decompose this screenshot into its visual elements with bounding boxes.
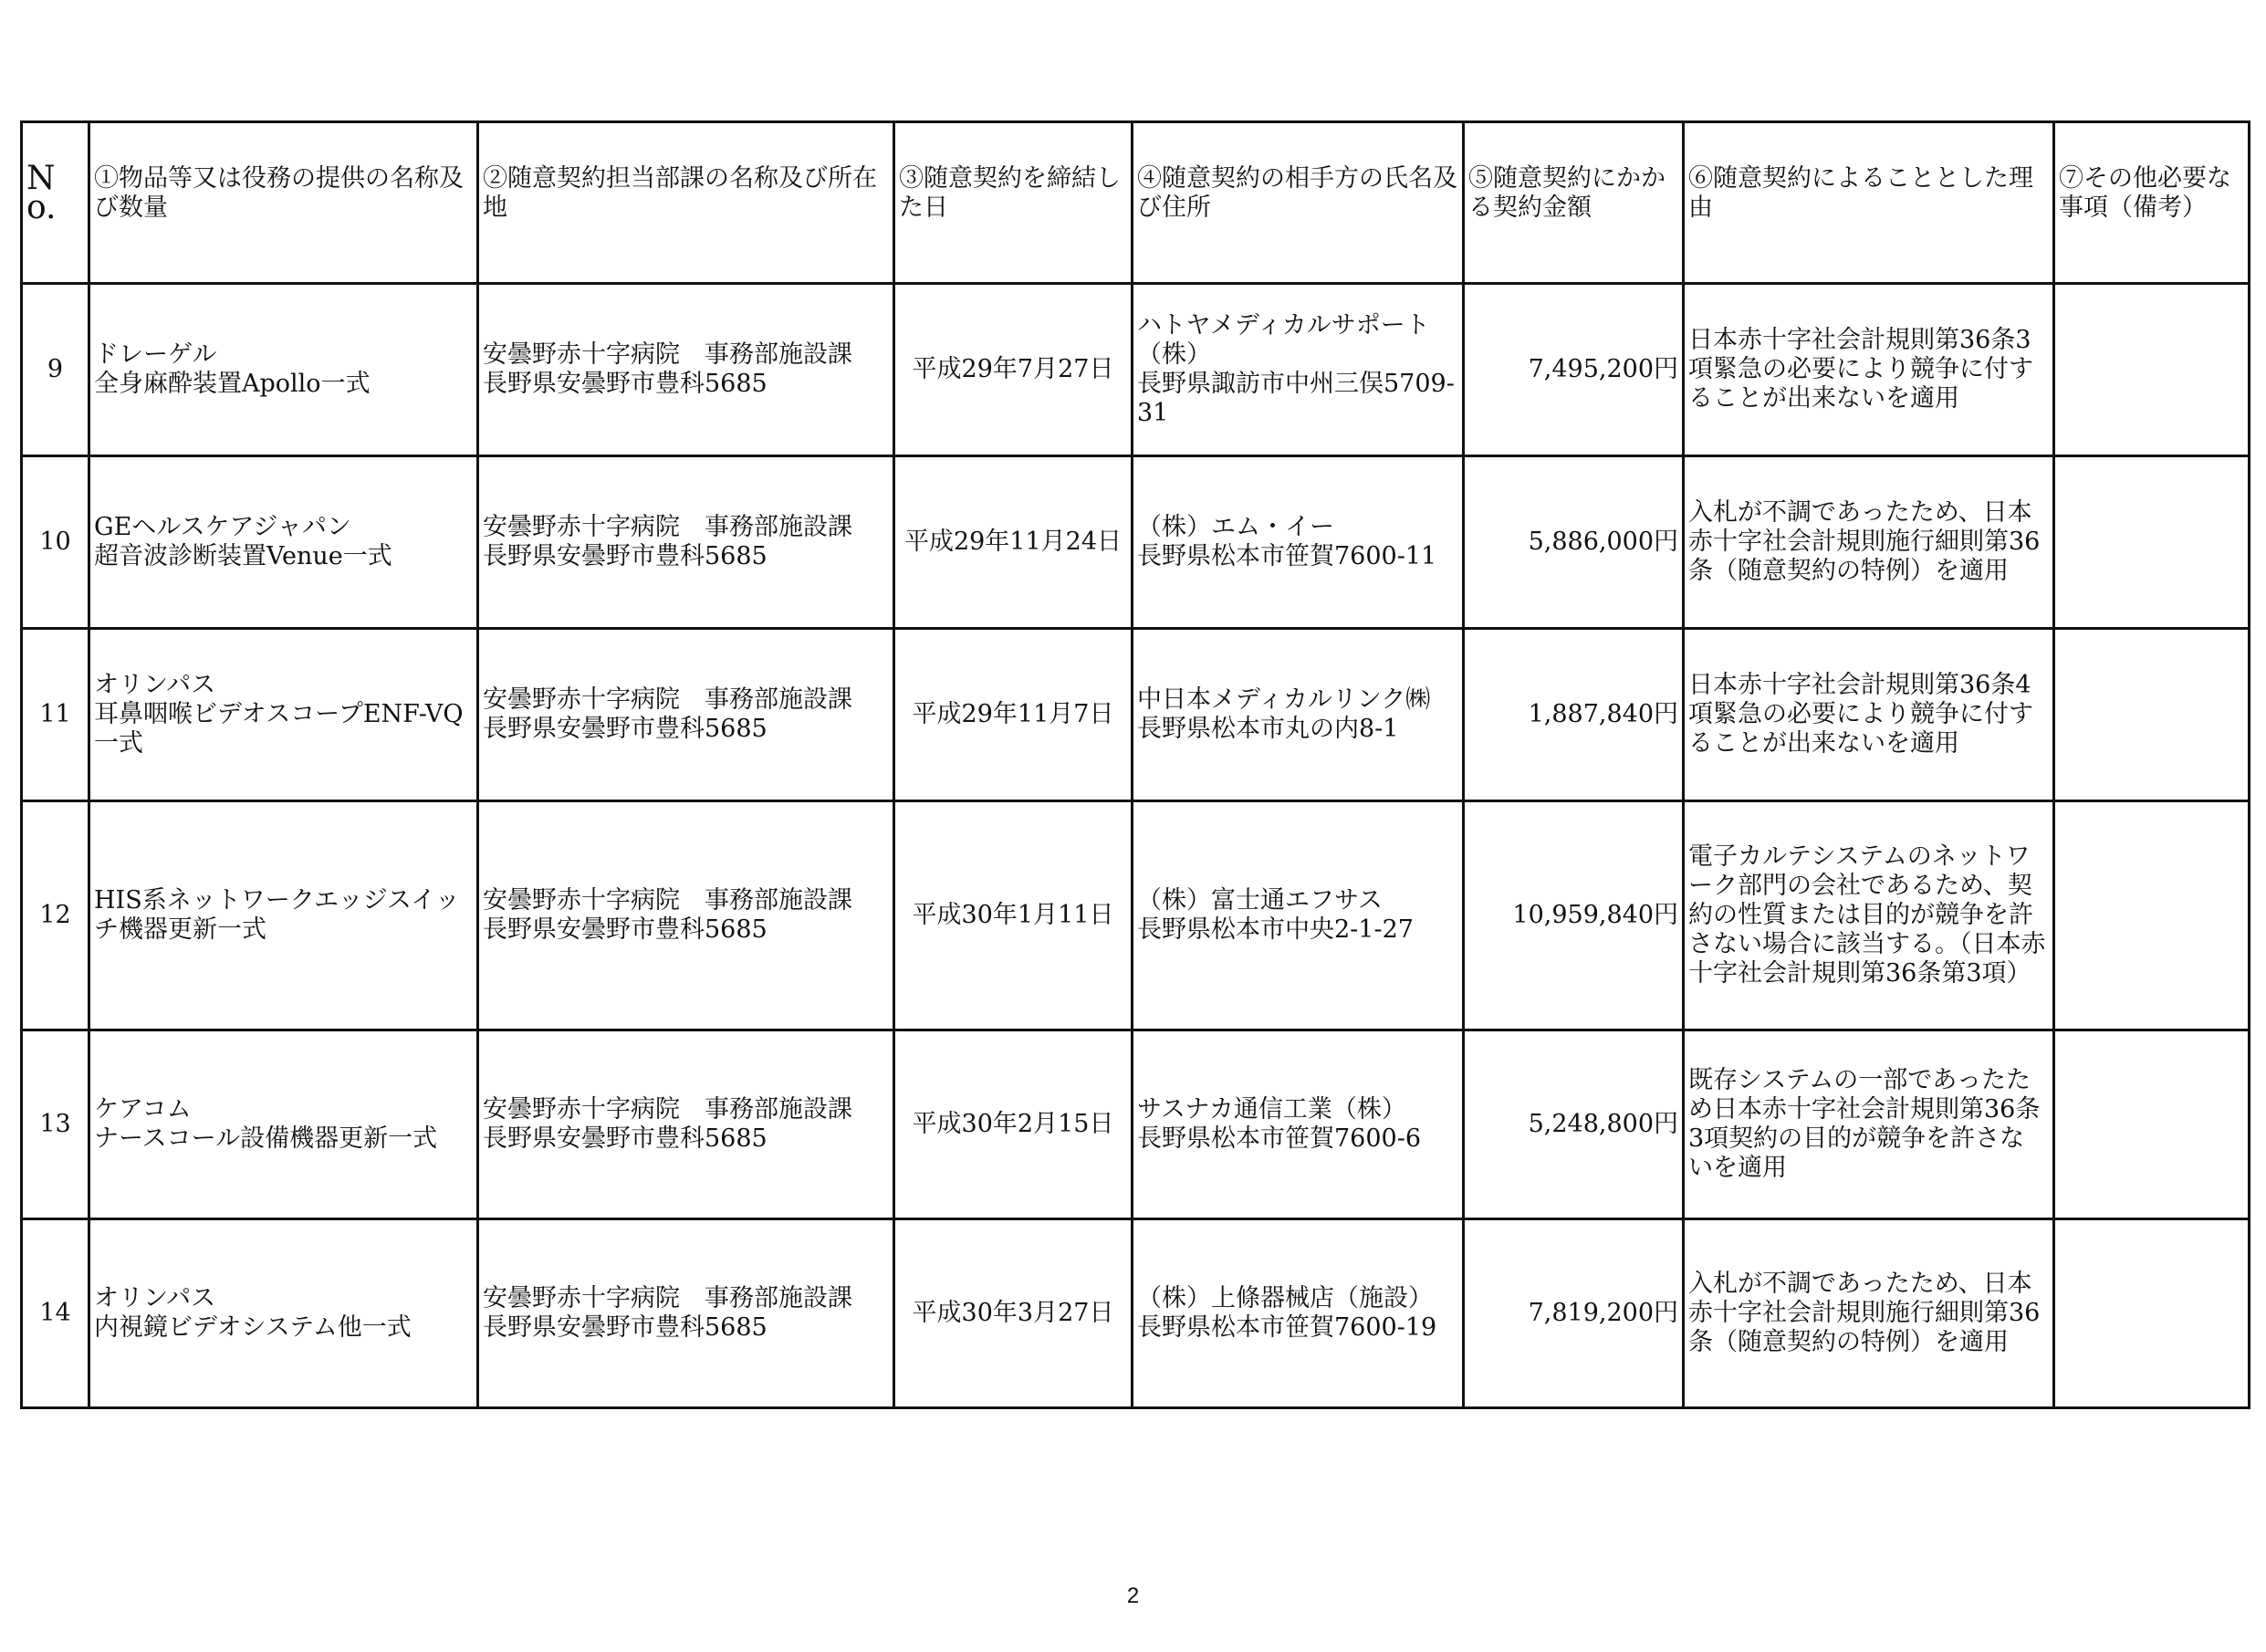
table-body [22, 284, 2250, 1408]
cell-remarks [2054, 1030, 2250, 1219]
cell-no: 12 [22, 801, 89, 1030]
cell-reason: 入札が不調であったため、日本赤十字社会計規則施行細則第36条（随意契約の特例）を適用 [1684, 1219, 2054, 1408]
header-date: ③随意契約を締結した日 [894, 122, 1133, 284]
cell-reason: 電子カルテシステムのネットワーク部門の会社であるため、契約の性質または目的が競争を許さない場合に該当する。（日本赤十字社会計規則第36条第3項） [1684, 801, 2054, 1030]
table-row [22, 1219, 2250, 1408]
table-header [22, 122, 2250, 284]
cell-date: 平成29年11月7日 [894, 629, 1133, 801]
cell-reason: 日本赤十字社会計規則第36条3項緊急の必要により競争に付することが出来ないを適用 [1684, 284, 2054, 456]
cell-amount: 7,495,200円 [1464, 284, 1684, 456]
cell-remarks [2054, 456, 2250, 629]
cell-item: ケアコム ナースコール設備機器更新一式 [89, 1030, 478, 1219]
table-row [22, 284, 2250, 456]
cell-remarks [2054, 1219, 2250, 1408]
cell-dept: 安曇野赤十字病院 事務部施設課 長野県安曇野市豊科5685 [478, 629, 894, 801]
cell-date: 平成30年3月27日 [894, 1219, 1133, 1408]
cell-dept: 安曇野赤十字病院 事務部施設課 長野県安曇野市豊科5685 [478, 1030, 894, 1219]
cell-amount: 7,819,200円 [1464, 1219, 1684, 1408]
cell-no: 14 [22, 1219, 89, 1408]
cell-reason: 日本赤十字社会計規則第36条4項緊急の必要により競争に付することが出来ないを適用 [1684, 629, 2054, 801]
header-reason: ⑥随意契約によることとした理由 [1684, 122, 2054, 284]
cell-item: ドレーゲル 全身麻酔装置Apollo一式 [89, 284, 478, 456]
cell-dept: 安曇野赤十字病院 事務部施設課 長野県安曇野市豊科5685 [478, 456, 894, 629]
cell-party: （株）富士通エフサス 長野県松本市中央2-1-27 [1133, 801, 1464, 1030]
cell-no: 9 [22, 284, 89, 456]
cell-amount: 10,959,840円 [1464, 801, 1684, 1030]
header-row [22, 122, 2250, 284]
cell-party: （株）上條器械店（施設） 長野県松本市笹賀7600-19 [1133, 1219, 1464, 1408]
cell-reason: 既存システムの一部であったため日本赤十字社会計規則第36条3項契約の目的が競争を許さないを適用 [1684, 1030, 2054, 1219]
cell-date: 平成30年2月15日 [894, 1030, 1133, 1219]
table-row [22, 801, 2250, 1030]
header-party: ④随意契約の相手方の氏名及び住所 [1133, 122, 1464, 284]
table-row [22, 1030, 2250, 1219]
cell-remarks [2054, 284, 2250, 456]
header-remarks: ⑦その他必要な事項（備考） [2054, 122, 2250, 284]
cell-reason: 入札が不調であったため、日本赤十字社会計規則施行細則第36条（随意契約の特例）を適用 [1684, 456, 2054, 629]
cell-item: HIS系ネットワークエッジスイッチ機器更新一式 [89, 801, 478, 1030]
header-no: No. [22, 122, 89, 284]
cell-no: 11 [22, 629, 89, 801]
cell-remarks [2054, 801, 2250, 1030]
cell-amount: 1,887,840円 [1464, 629, 1684, 801]
cell-item: オリンパス 耳鼻咽喉ビデオスコープENF-VQ一式 [89, 629, 478, 801]
cell-party: ハトヤメディカルサポート（株） 長野県諏訪市中州三俣5709-31 [1133, 284, 1464, 456]
cell-no: 10 [22, 456, 89, 629]
cell-item: オリンパス 内視鏡ビデオシステム他一式 [89, 1219, 478, 1408]
cell-dept: 安曇野赤十字病院 事務部施設課 長野県安曇野市豊科5685 [478, 801, 894, 1030]
cell-no: 13 [22, 1030, 89, 1219]
cell-dept: 安曇野赤十字病院 事務部施設課 長野県安曇野市豊科5685 [478, 1219, 894, 1408]
cell-party: 中日本メディカルリンク㈱ 長野県松本市丸の内8-1 [1133, 629, 1464, 801]
cell-party: サスナカ通信工業（株） 長野県松本市笹賀7600-6 [1133, 1030, 1464, 1219]
cell-dept: 安曇野赤十字病院 事務部施設課 長野県安曇野市豊科5685 [478, 284, 894, 456]
cell-party: （株）エム・イー 長野県松本市笹賀7600-11 [1133, 456, 1464, 629]
cell-item: GEヘルスケアジャパン 超音波診断装置Venue一式 [89, 456, 478, 629]
cell-remarks [2054, 629, 2250, 801]
page-number: 2 [1126, 1584, 1140, 1608]
header-amount: ⑤随意契約にかかる契約金額 [1464, 122, 1684, 284]
cell-date: 平成30年1月11日 [894, 801, 1133, 1030]
header-dept: ②随意契約担当部課の名称及び所在地 [478, 122, 894, 284]
contract-table [20, 120, 2250, 1409]
cell-date: 平成29年7月27日 [894, 284, 1133, 456]
table-row [22, 629, 2250, 801]
cell-date: 平成29年11月24日 [894, 456, 1133, 629]
header-item: ①物品等又は役務の提供の名称及び数量 [89, 122, 478, 284]
cell-amount: 5,886,000円 [1464, 456, 1684, 629]
table-row [22, 456, 2250, 629]
cell-amount: 5,248,800円 [1464, 1030, 1684, 1219]
